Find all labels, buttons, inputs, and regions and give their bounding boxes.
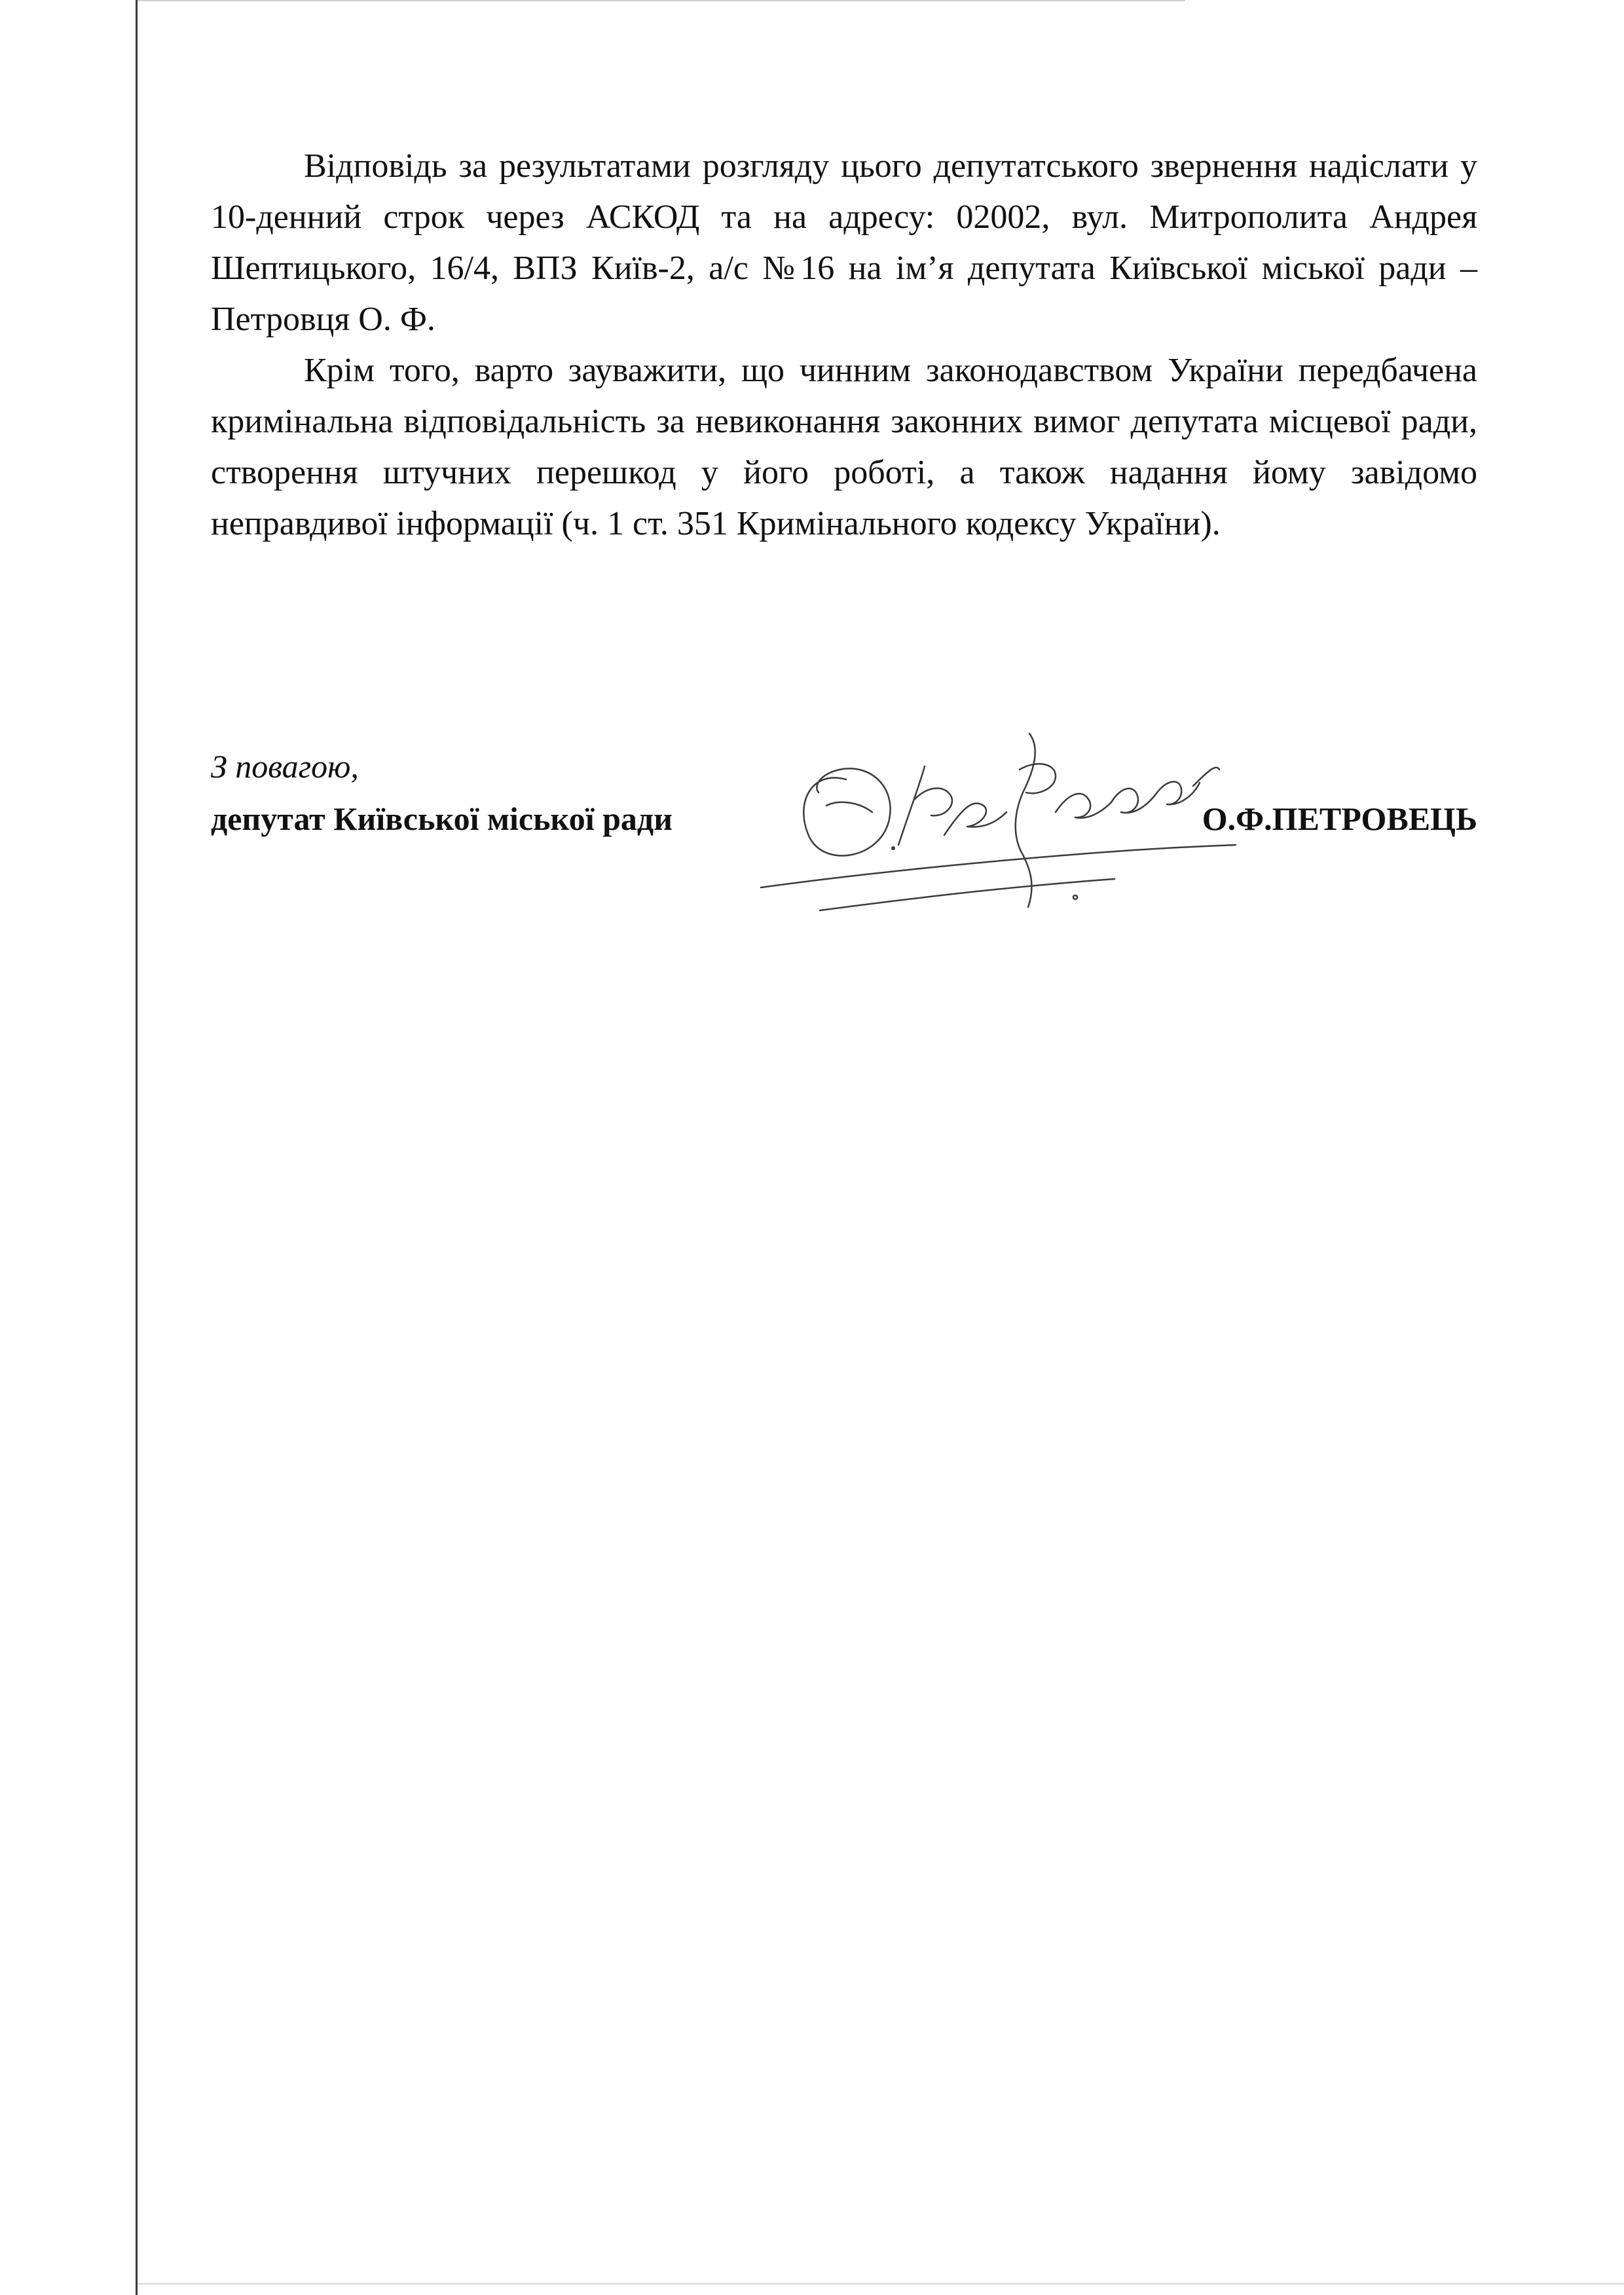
- scan-edge-line: [136, 0, 138, 2295]
- scan-bottom-line: [138, 2283, 1624, 2285]
- liability-notice-paragraph: Крім того, варто зауважити, що чинним законодавством України передбачена кримінальна відповідальність за невиконання законних вимог депутата місцевої ради, створення штучних перешкод у його роботі, а також надання йому завідомо неправдивої інформації (ч. 1 ст. 351 Кримінального кодексу України).: [211, 352, 1477, 542]
- signer-position: депутат Київської міської ради: [211, 800, 673, 837]
- response-request-paragraph: Відповідь за результатами розгляду цього депутатського звернення надіслати у 10-денний строк через АСКОД та на адресу: 02002, вул. Митрополита Андрея Шептицького, 16/4, ВПЗ Київ-2, а/с №16 на ім’я депутата Київської міської ради – Петровця О. Ф.: [211, 147, 1477, 338]
- letter-body: [211, 141, 1477, 550]
- signature-block: [211, 747, 1477, 917]
- signer-name: О.Ф.ПЕТРОВЕЦЬ: [1202, 800, 1477, 837]
- closing-phrase: З повагою,: [211, 748, 359, 785]
- handwritten-signature-icon: [748, 707, 1246, 917]
- scan-top-line: [138, 0, 1185, 1]
